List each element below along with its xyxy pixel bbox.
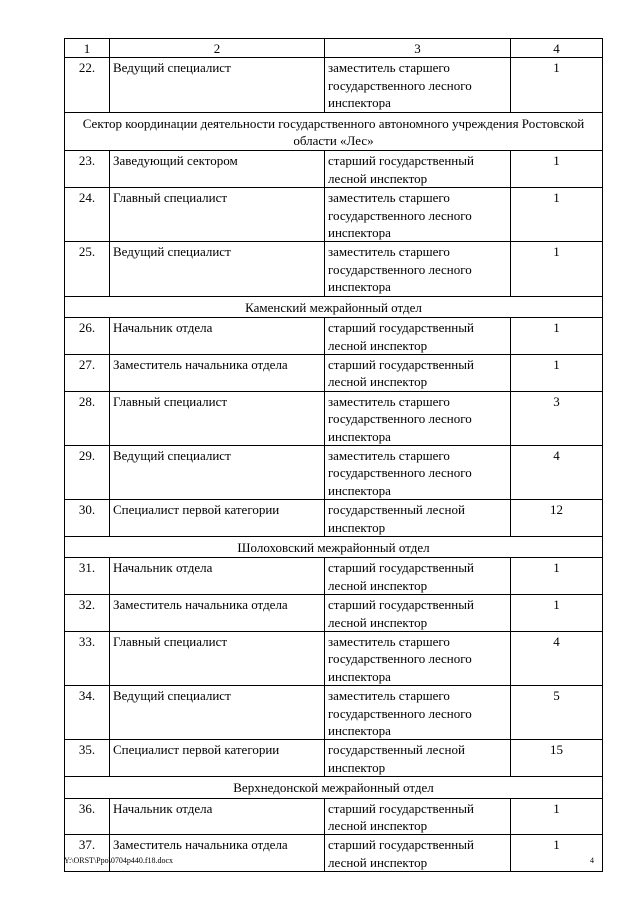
- staff-count: 1: [511, 798, 603, 835]
- staff-count: 1: [511, 188, 603, 242]
- staff-count: 1: [511, 354, 603, 391]
- inspector-rank: старший государственный лесной инспектор: [325, 558, 511, 595]
- column-number-2: 2: [110, 39, 325, 58]
- position-title: Ведущий специалист: [110, 242, 325, 296]
- inspector-rank: старший государственный лесной инспектор: [325, 151, 511, 188]
- staff-count: 12: [511, 500, 603, 537]
- table-body: [65, 58, 603, 872]
- staff-count: 1: [511, 835, 603, 872]
- table-row: [65, 632, 603, 686]
- staff-table: [64, 38, 603, 872]
- row-number: 27.: [65, 354, 110, 391]
- position-title: Главный специалист: [110, 391, 325, 445]
- staff-count: 1: [511, 558, 603, 595]
- row-number: 37.: [65, 835, 110, 872]
- position-title: Заместитель начальника отдела: [110, 835, 325, 872]
- position-title: Главный специалист: [110, 188, 325, 242]
- position-title: Начальник отдела: [110, 558, 325, 595]
- position-title: Начальник отдела: [110, 318, 325, 355]
- table-row: [65, 558, 603, 595]
- staff-count: 1: [511, 318, 603, 355]
- file-path: Y:\ORST\Ppo\0704p440.f18.docx: [64, 856, 174, 865]
- column-number-1: 1: [65, 39, 110, 58]
- position-title: Заведующий сектором: [110, 151, 325, 188]
- inspector-rank: старший государственный лесной инспектор: [325, 798, 511, 835]
- row-number: 23.: [65, 151, 110, 188]
- staff-count: 4: [511, 632, 603, 686]
- section-title: Сектор координации деятельности государственного автономного учреждения Ростовской области «Лес»: [65, 112, 603, 151]
- table-row: [65, 151, 603, 188]
- row-number: 29.: [65, 445, 110, 499]
- position-title: Главный специалист: [110, 632, 325, 686]
- inspector-rank: заместитель старшего государственного лесного инспектора: [325, 391, 511, 445]
- row-number: 32.: [65, 595, 110, 632]
- position-title: Специалист первой категории: [110, 740, 325, 777]
- position-title: Ведущий специалист: [110, 445, 325, 499]
- row-number: 36.: [65, 798, 110, 835]
- table-row: [65, 188, 603, 242]
- inspector-rank: заместитель старшего государственного лесного инспектора: [325, 686, 511, 740]
- table-row: [65, 835, 603, 872]
- section-title: Шолоховский межрайонный отдел: [65, 536, 603, 557]
- inspector-rank: заместитель старшего государственного лесного инспектора: [325, 242, 511, 296]
- position-title: Ведущий специалист: [110, 58, 325, 112]
- position-title: Заместитель начальника отдела: [110, 354, 325, 391]
- page-number: 4: [590, 856, 594, 865]
- staff-count: 1: [511, 242, 603, 296]
- inspector-rank: государственный лесной инспектор: [325, 740, 511, 777]
- row-number: 30.: [65, 500, 110, 537]
- inspector-rank: заместитель старшего государственного лесного инспектора: [325, 58, 511, 112]
- row-number: 24.: [65, 188, 110, 242]
- table-row: [65, 58, 603, 112]
- section-title: Каменский межрайонный отдел: [65, 296, 603, 317]
- row-number: 28.: [65, 391, 110, 445]
- position-title: Специалист первой категории: [110, 500, 325, 537]
- row-number: 22.: [65, 58, 110, 112]
- table-row: [65, 242, 603, 296]
- inspector-rank: заместитель старшего государственного лесного инспектора: [325, 445, 511, 499]
- column-number-row: [65, 39, 603, 58]
- row-number: 31.: [65, 558, 110, 595]
- position-title: Заместитель начальника отдела: [110, 595, 325, 632]
- staff-count: 3: [511, 391, 603, 445]
- section-title: Верхнедонской межрайонный отдел: [65, 777, 603, 798]
- row-number: 33.: [65, 632, 110, 686]
- table-row: [65, 500, 603, 537]
- row-number: 35.: [65, 740, 110, 777]
- inspector-rank: старший государственный лесной инспектор: [325, 354, 511, 391]
- inspector-rank: государственный лесной инспектор: [325, 500, 511, 537]
- staff-count: 1: [511, 58, 603, 112]
- table-row: [65, 798, 603, 835]
- inspector-rank: старший государственный лесной инспектор: [325, 595, 511, 632]
- column-number-3: 3: [325, 39, 511, 58]
- staff-count: 1: [511, 151, 603, 188]
- column-number-4: 4: [511, 39, 603, 58]
- section-header-row: [65, 777, 603, 798]
- table-row: [65, 318, 603, 355]
- table-row: [65, 595, 603, 632]
- staff-count: 4: [511, 445, 603, 499]
- staff-count: 5: [511, 686, 603, 740]
- inspector-rank: заместитель старшего государственного лесного инспектора: [325, 188, 511, 242]
- row-number: 25.: [65, 242, 110, 296]
- table-row: [65, 686, 603, 740]
- section-header-row: [65, 112, 603, 151]
- row-number: 34.: [65, 686, 110, 740]
- section-header-row: [65, 536, 603, 557]
- table-row: [65, 740, 603, 777]
- row-number: 26.: [65, 318, 110, 355]
- staff-count: 1: [511, 595, 603, 632]
- table-row: [65, 391, 603, 445]
- table-row: [65, 354, 603, 391]
- position-title: Ведущий специалист: [110, 686, 325, 740]
- inspector-rank: заместитель старшего государственного лесного инспектора: [325, 632, 511, 686]
- inspector-rank: старший государственный лесной инспектор: [325, 318, 511, 355]
- section-header-row: [65, 296, 603, 317]
- table-row: [65, 445, 603, 499]
- staff-count: 15: [511, 740, 603, 777]
- position-title: Начальник отдела: [110, 798, 325, 835]
- inspector-rank: старший государственный лесной инспектор: [325, 835, 511, 872]
